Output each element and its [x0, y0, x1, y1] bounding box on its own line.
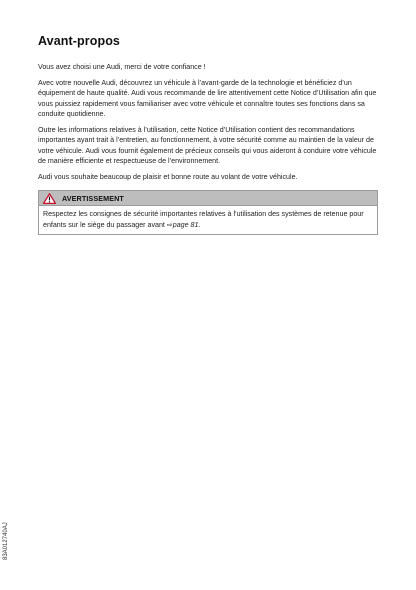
paragraph-intro: Avec votre nouvelle Audi, découvrez un véhicule à l’avant-garde de la technologie et bénéficiez d’un équipement de haute qualité. Audi vous recommande de lire attentivement cette Notice d’Utilisation afin que vous puissiez rapidement vous familiariser avec votre véhicule et connaître toutes ses fonctions dans sa conduite quotidienne. — [38, 78, 377, 118]
warning-header — [39, 191, 377, 206]
warning-text — [39, 206, 377, 234]
warning-body-text: Respectez les consignes de sécurité importantes relatives à l’utilisation des systèmes de retenue pour enfants sur le siège du passager avant — [43, 210, 364, 229]
paragraph-information: Outre les informations relatives à l’utilisation, cette Notice d’Utilisation contient des recommandations importantes ayant trait à l’entretien, au fonctionnement, à votre sécurité comme au maintien de la valeur de votre véhicule. Audi vous fournit également de précieux conseils qui vous aideront à conduire votre véhicule de manière efficiente et respectueuse de l’environnement. — [38, 125, 377, 165]
page-reference-link[interactable]: page 81 — [172, 220, 199, 229]
warning-title: AVERTISSEMENT — [62, 193, 124, 203]
document-code: 83A012740AJ — [3, 522, 9, 560]
warning-end-punctuation: . — [198, 220, 201, 229]
warning-triangle-icon — [43, 193, 56, 204]
paragraph-closing: Audi vous souhaite beaucoup de plaisir et bonne route au volant de votre véhicule. — [38, 172, 298, 181]
page-title: Avant-propos — [38, 34, 120, 48]
document-page — [38, 34, 378, 235]
warning-box — [38, 190, 378, 235]
page-reference-arrow-icon: ⇨ — [166, 220, 173, 229]
paragraph-thanks: Vous avez choisi une Audi, merci de votre confiance ! — [38, 63, 206, 71]
